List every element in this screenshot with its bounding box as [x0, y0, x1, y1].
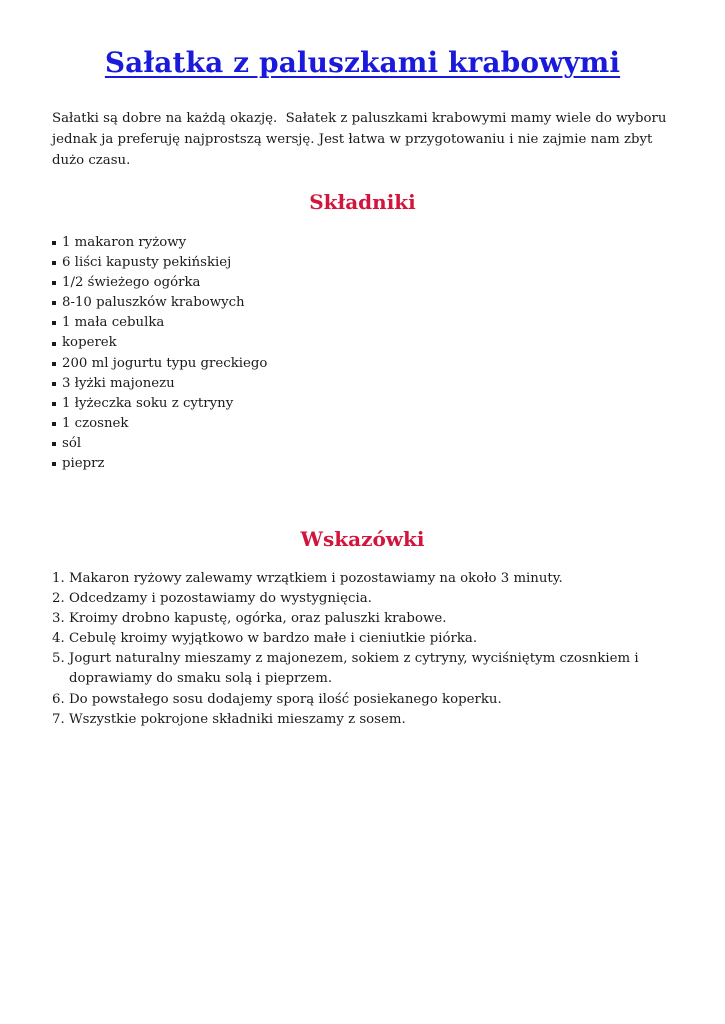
step-text: Cebulę kroimy wyjątkowo w bardzo małe i cieniutkie piórka.	[69, 631, 478, 647]
step-text: Makaron ryżowy zalewamy wrzątkiem i pozostawiamy na około 3 minuty.	[69, 571, 563, 586]
ingredient-item	[52, 253, 267, 273]
step-number: 2.	[52, 591, 65, 607]
ingredient-item	[52, 414, 267, 434]
direction-step	[52, 609, 682, 629]
direction-step	[52, 629, 682, 649]
bullet-icon	[52, 301, 56, 305]
direction-step	[52, 569, 682, 589]
bullet-icon	[52, 462, 56, 466]
ingredient-text: 3 łyżki majonezu	[62, 375, 175, 391]
ingredient-item	[52, 233, 267, 253]
ingredient-item	[52, 454, 267, 474]
ingredient-item	[52, 374, 267, 394]
ingredient-item	[52, 293, 267, 313]
ingredient-item	[52, 313, 267, 333]
recipe-title-link[interactable]: Sałatka z paluszkami krabowymi	[104, 46, 621, 79]
ingredient-text: koperek	[62, 335, 117, 351]
ingredient-text: 1 łyżeczka soku z cytryny	[62, 395, 234, 411]
ingredient-item	[52, 354, 267, 374]
step-number: 4.	[52, 631, 65, 647]
bullet-icon	[52, 241, 56, 245]
ingredient-item	[52, 273, 267, 293]
step-text: Odcedzamy i pozostawiamy do wystygnięcia.	[69, 591, 372, 607]
bullet-icon	[52, 362, 56, 366]
bullet-icon	[52, 382, 56, 386]
ingredient-text: sól	[62, 435, 82, 451]
ingredient-item	[52, 333, 267, 353]
ingredient-item	[52, 394, 267, 414]
direction-step	[52, 690, 682, 710]
direction-step	[52, 649, 682, 689]
bullet-icon	[52, 422, 56, 426]
ingredient-text: pieprz	[62, 456, 105, 472]
ingredient-item	[52, 434, 267, 454]
ingredient-text: 6 liści kapusty pekińskiej	[62, 255, 232, 271]
bullet-icon	[52, 281, 56, 285]
step-number: 3.	[52, 611, 65, 627]
ingredients-heading: Składniki	[309, 190, 416, 214]
bullet-icon	[52, 342, 56, 346]
step-text: Jogurt naturalny mieszamy z majonezem, sokiem z cytryny, wyciśniętym czosnkiem i doprawiamy do smaku solą i pieprzem.	[69, 651, 639, 687]
direction-step	[52, 710, 682, 730]
step-text: Wszystkie pokrojone składniki mieszamy z sosem.	[69, 711, 406, 727]
step-number: 7.	[52, 711, 65, 727]
ingredient-text: 8-10 paluszków krabowych	[62, 295, 245, 311]
bullet-icon	[52, 442, 56, 446]
ingredient-text: 1 czosnek	[62, 415, 129, 431]
bullet-icon	[52, 402, 56, 406]
step-number: 5.	[52, 651, 65, 667]
step-number: 6.	[52, 691, 65, 707]
bullet-icon	[52, 261, 56, 265]
intro-paragraph: Sałatki są dobre na każdą okazję. Sałatek z paluszkami krabowymi mamy wiele do wyboru jednak ja preferuję najprostszą wersję. Jest łatwa w przygotowaniu i nie zajmie nam zbyt dużo czasu.	[52, 111, 671, 168]
ingredient-text: 200 ml jogurtu typu greckiego	[62, 355, 268, 371]
directions-heading: Wskazówki	[300, 527, 425, 551]
ingredient-text: 1 mała cebulka	[62, 315, 165, 331]
directions-list	[52, 569, 682, 730]
bullet-icon	[52, 321, 56, 325]
ingredients-list	[52, 233, 267, 474]
step-text: Do powstałego sosu dodajemy sporą ilość posiekanego koperku.	[69, 691, 502, 707]
ingredient-text: 1 makaron ryżowy	[62, 235, 187, 250]
step-number: 1.	[52, 571, 65, 586]
step-text: Kroimy drobno kapustę, ogórka, oraz paluszki krabowe.	[69, 611, 447, 627]
direction-step	[52, 589, 682, 609]
ingredient-text: 1/2 świeżego ogórka	[62, 275, 201, 291]
